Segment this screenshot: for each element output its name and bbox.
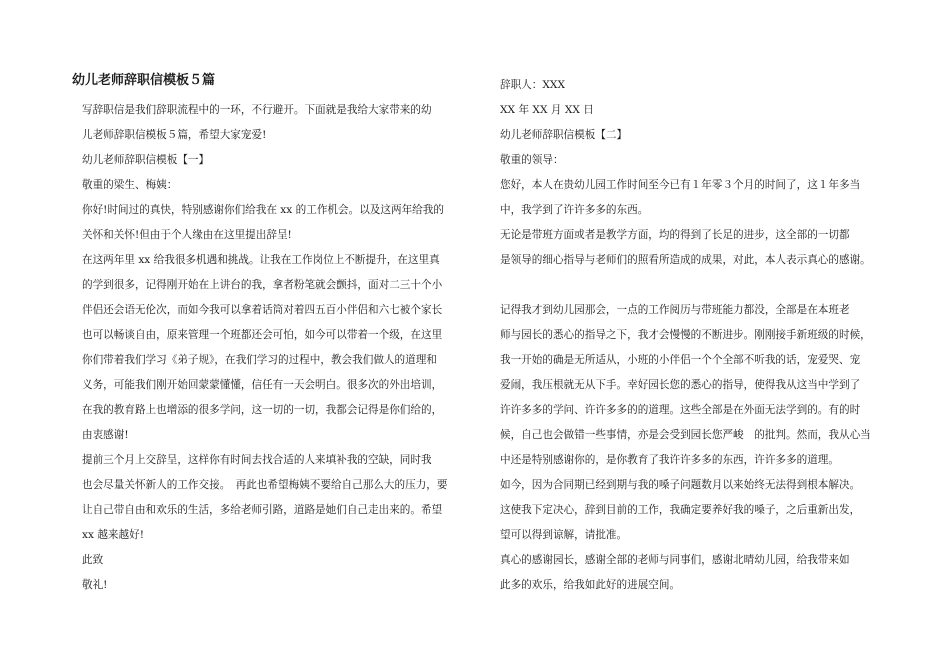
text-line: 是领导的细心指导与老师们的照看所造成的成果，对此，本人表示真心的感谢。	[500, 254, 871, 266]
text-line: 在这两年里 xx 给我很多机遇和挑战。让我在工作岗位上不断提升，在这里真	[82, 254, 440, 266]
text-line: 中还是特别感谢你的，是你教育了我许许多多的东西，许许多多的道理。	[500, 454, 839, 466]
text-line: 你好!时间过的真快，特别感谢你们给我在 xx 的工作机会。以及这两年给我的	[82, 204, 444, 216]
text-line: 此致	[82, 554, 104, 566]
text-line: 师与园长的悉心的指导之下，我才会慢慢的不断进步。刚刚接手新班级的时候，	[500, 329, 871, 341]
text-line: 辞职人：XXX	[500, 79, 566, 91]
text-line: 儿老师辞职信模板５篇，希望大家宠爱!	[82, 129, 267, 141]
closing-salute	[72, 573, 464, 598]
salutation-two	[490, 148, 886, 173]
paragraph-tenure	[490, 173, 886, 223]
document-title: 幼儿老师辞职信模板５篇	[72, 73, 216, 88]
paragraph-experience	[72, 248, 464, 448]
text-line: 提前三个月上交辞呈，这样你有时间去找合适的人来填补我的空缺，同时我	[82, 454, 432, 466]
text-line: 写辞职信是我们辞职流程中的一环，不行避开。下面就是我给大家带来的幼	[82, 104, 432, 116]
text-line: 望可以得到谅解，请批准。	[500, 529, 628, 541]
text-line: 如今，因为合同期已经到期与我的嗓子问题数月以来始终无法得到根本解决。	[500, 479, 861, 491]
text-line: 您好，本人在贵幼儿园工作时间至今已有１年零３个月的时间了，这１年多当	[500, 179, 861, 191]
text-line: 我一开始的确是无所适从，小班的小伴侣一个个全部不听我的话，宠爱哭、宠	[500, 354, 861, 366]
text-line: 中，我学到了许许多多的东西。	[500, 204, 649, 216]
section-heading-two	[490, 123, 886, 148]
paragraph-handover	[72, 448, 464, 548]
text-line: 此多的欢乐，给我如此好的进展空间。	[500, 579, 681, 591]
signature-date	[490, 98, 886, 123]
text-line: 敬重的梁生、梅姨：	[82, 179, 178, 191]
text-line: 这使我下定决心，辞到目前的工作，我确定要养好我的嗓子，之后重新出发，	[500, 504, 861, 516]
text-line: 候，自己也会做错一些事情，亦是会受到园长您严峻 的批判。然而，我从心当	[500, 429, 871, 441]
text-line: 在我的教育路上也增添的很多学问，这一切的一切，我都会记得是你们给的，	[82, 404, 443, 416]
text-line: 记得我才到幼儿园那会，一点的工作阅历与带班能力都没，全部是在本班老	[500, 304, 850, 316]
text-line: xx 越来越好!	[82, 529, 144, 541]
text-line: 的学到很多，记得刚开始在上讲台的我，拿者粉笔就会颤抖，面对二三十个小	[82, 279, 443, 291]
paragraph-reason	[490, 473, 886, 548]
paragraph-gratitude	[490, 548, 886, 598]
text-line: 伴侣还会语无伦次，而如今我可以拿着话筒对着四五百小伴侣和六七被个家长	[82, 304, 443, 316]
text-line: 无论是带班方面或者是教学方面，均的得到了长足的进步，这全部的一切都	[500, 229, 850, 241]
salutation-one	[72, 173, 464, 198]
signature-name	[490, 73, 886, 98]
text-line: 许许多多的学问、许许多多的的道理。这些全部是在外面无法学到的。有的时	[500, 404, 861, 416]
paragraph-thanks	[72, 198, 464, 248]
text-line: 由衷感谢!	[82, 429, 129, 441]
text-line: 幼儿老师辞职信模板【一】	[82, 154, 210, 166]
text-line: 你们带着我们学习《弟子规》，在我们学习的过程中，教会我们做人的道理和	[82, 354, 437, 366]
text-line: 幼儿老师辞职信模板【二】	[500, 129, 628, 141]
paragraph-progress	[490, 223, 886, 273]
text-line: 让自己带自由和欢乐的生活，多给老师引路，道路是她们自己走出来的。希望	[82, 504, 443, 516]
paragraph-memories	[490, 298, 886, 473]
text-line: 敬礼!	[82, 579, 108, 591]
text-line: 爱闹，我压根就无从下手。幸好园长您的悉心的指导，使得我从这当中学到了	[500, 379, 861, 391]
text-line: 敬重的领导：	[500, 154, 564, 166]
section-heading-one	[72, 148, 464, 173]
text-line: 也可以畅谈自由，原来管理一个班都还会可怕，如今可以带着一个级，在这里	[82, 329, 443, 341]
text-line: 义务，可能我们刚开始回蒙蒙懂懂，信任有一天会明白。很多次的外出培训，	[82, 379, 443, 391]
text-line: 关怀和关怀!但由于个人缘由在这里提出辞呈!	[82, 229, 292, 241]
text-line: 也会尽量关怀新人的工作交接。 再此也希望梅姨不要给自己那么大的压力，要	[82, 479, 448, 491]
text-line: XX 年 XX 月 XX 日	[500, 104, 594, 116]
closing-phrase	[72, 548, 464, 573]
paragraph-intro	[72, 98, 464, 148]
text-line: 真心的感谢园长，感谢全部的老师与同事们，感谢北晴幼儿园，给我带来如	[500, 554, 850, 566]
